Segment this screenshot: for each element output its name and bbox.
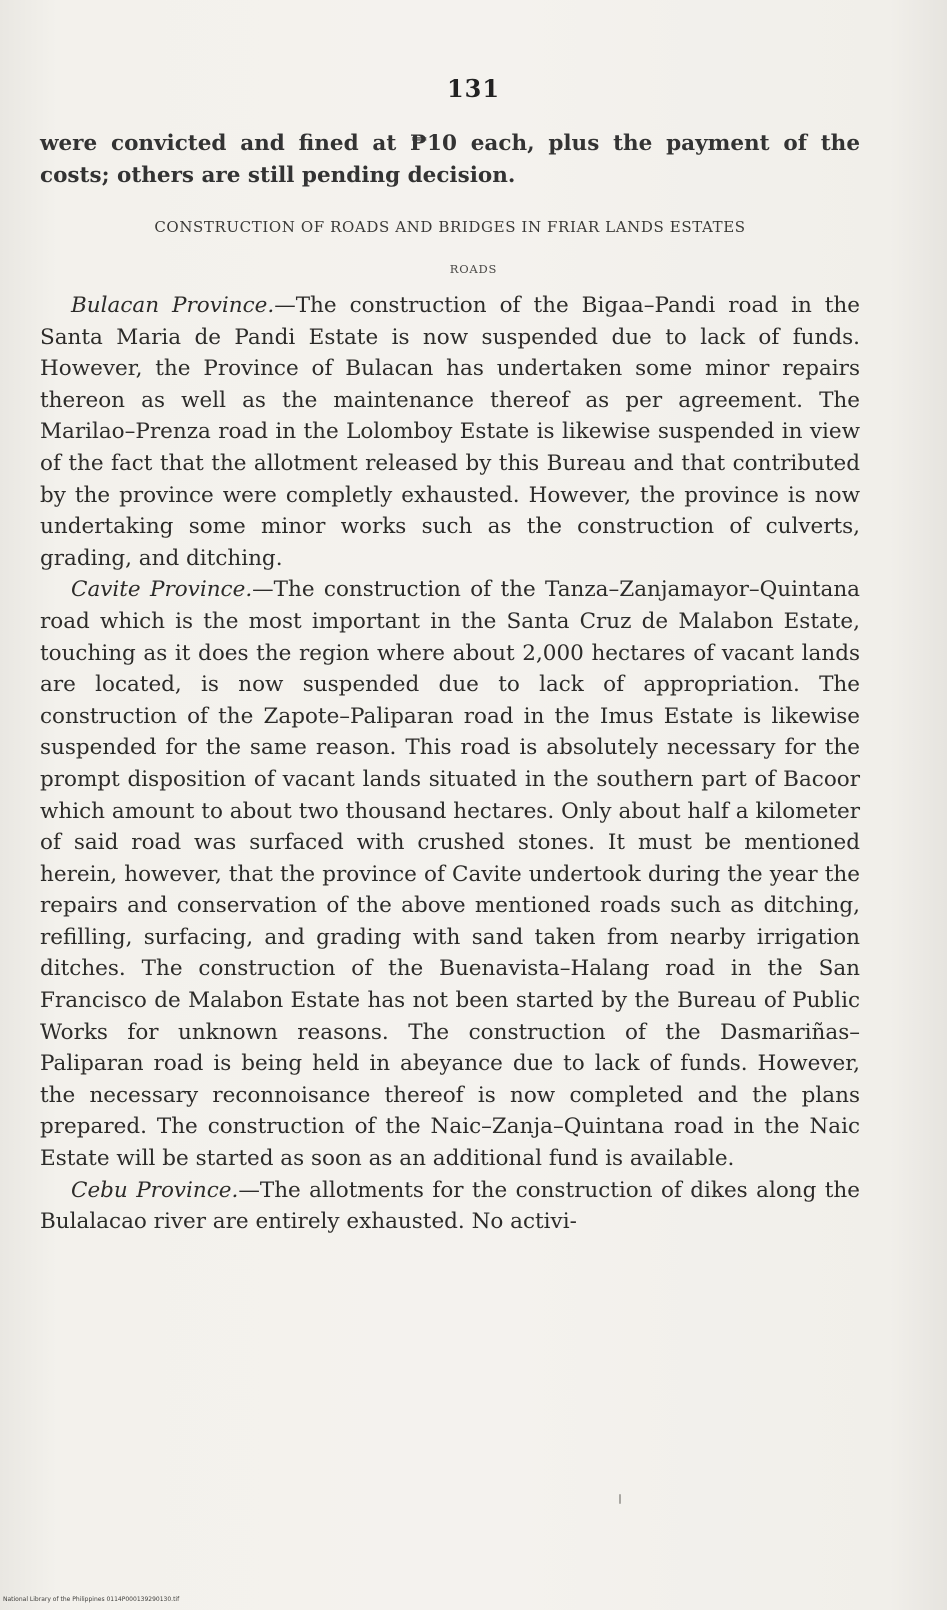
paragraph-cavite bbox=[40, 574, 860, 1174]
body-text bbox=[40, 290, 860, 1238]
paragraph-bulacan bbox=[40, 290, 860, 574]
section-heading: CONSTRUCTION OF ROADS AND BRIDGES IN FRIAR LANDS ESTATES bbox=[154, 218, 746, 236]
paragraph-cebu bbox=[40, 1175, 860, 1238]
page-number: 131 bbox=[446, 74, 501, 103]
paragraph-text: —The construction of the Tanza–Zanjamayor–Quintana road which is the most important in the Santa Cruz de Malabon Estate, touching as it does the region where about 2,000 hectares of vacant lands are located, is now suspended due to lack of appropriation. The construction of the Zapote–Paliparan road in the Imus Estate is likewise suspended for the same reason. This road is absolutely necessary for the prompt disposition of vacant lands situated in the southern part of Bacoor which amount to about two thousand hectares. Only about half a kilometer of said road was surfaced with crushed stones. It must be mentioned herein, however, that the province of Cavite undertook during the year the repairs and conservation of the above mentioned roads such as ditching, refilling, surfacing, and grading with sand taken from nearby irrigation ditches. The construction of the Buenavista–Halang road in the San Francisco de Malabon Estate has not been started by the Bureau of Public Works for unknown reasons. The construction of the Dasmariñas–Paliparan road is being held in abeyance due to lack of funds. However, the necessary reconnoisance thereof is now completed and the plans prepared. The construction of the Naic–Zanja–Quintana road in the Naic Estate will be started as soon as an additional fund is available. bbox=[40, 577, 860, 1172]
scan-speck bbox=[619, 1494, 621, 1504]
province-name: Cavite Province. bbox=[71, 577, 253, 603]
sub-heading: ROADS bbox=[449, 262, 498, 276]
lead-paragraph: were convicted and fined at ₱10 each, plus the payment of the costs; others are still pending decision. bbox=[40, 131, 860, 188]
paragraph-text: —The allotments for the construction of dikes along the Bulalacao river are entirely exhausted. No activi- bbox=[40, 1177, 860, 1235]
paragraph-text: —The construction of the Bigaa–Pandi road in the Santa Maria de Pandi Estate is now suspended due to lack of funds. However, the Province of Bulacan has undertaken some minor repairs thereon as well as the maintenance thereof as per agreement. The Marilao–Prenza road in the Lolomboy Estate is likewise suspended in view of the fact that the allotment released by this Bureau and that contributed by the province were completly exhausted. However, the province is now undertaking some minor works such as the construction of culverts, grading, and ditching. bbox=[40, 293, 860, 571]
province-name: Cebu Province. bbox=[71, 1177, 239, 1203]
province-name: Bulacan Province. bbox=[71, 293, 275, 318]
footer-credit: National Library of the Philippines 0114P000139290130.tif bbox=[3, 1596, 180, 1603]
